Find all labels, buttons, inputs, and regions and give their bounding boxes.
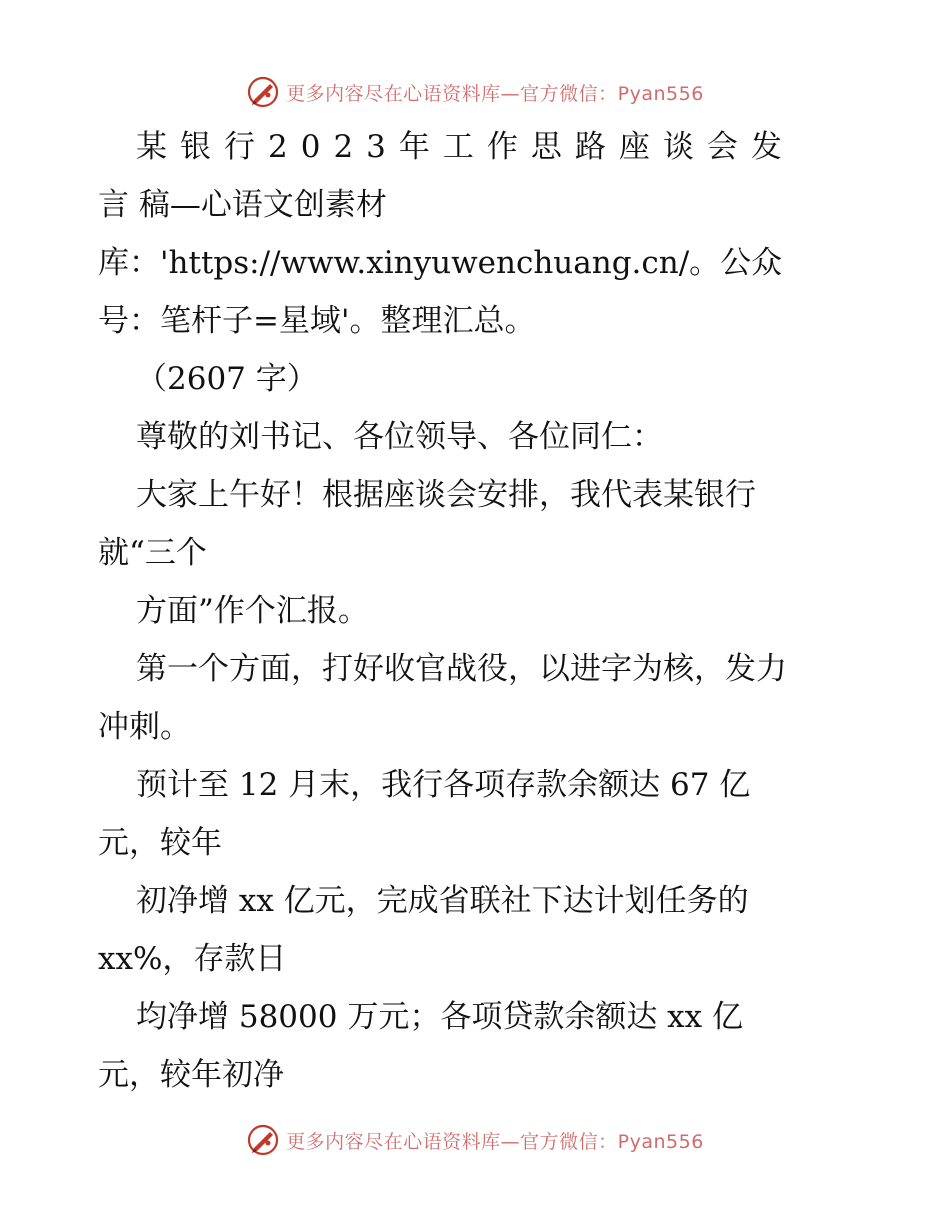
paragraph-line: 元，较年 (98, 825, 222, 861)
word-count: （2607 字） (136, 361, 318, 397)
footer-watermark (0, 1118, 950, 1162)
document-body (98, 118, 858, 1104)
paragraph-line: 元，较年初净 (98, 1057, 284, 1093)
paragraph-line: 冲刺。 (98, 709, 191, 745)
paragraph-line: 第一个方面，打好收官战役，以进字为核，发力 (136, 651, 787, 687)
paragraph-line: 就“三个 (98, 535, 207, 571)
salutation: 尊敬的刘书记、各位领导、各位同仁： (136, 419, 663, 455)
source-line-2: 号：笔杆子=星域'。整理汇总。 (98, 303, 536, 339)
title-line-1: 某银行2023年工作思路座谈会发 (136, 129, 795, 165)
paragraph-line: 预计至 12 月末，我行各项存款余额达 67 亿 (136, 767, 751, 803)
title-line-2: 言 稿—心语文创素材 (98, 187, 387, 223)
paragraph-line: 均净增 58000 万元；各项贷款余额达 xx 亿 (136, 999, 743, 1035)
watermark-text: 更多内容尽在心语资料库—官方微信：Pyan556 (286, 82, 704, 105)
paragraph-line: xx%，存款日 (98, 941, 287, 977)
paragraph-line: 大家上午好！根据座谈会安排，我代表某银行 (136, 477, 756, 513)
pen-logo-icon (246, 75, 280, 109)
header-watermark (0, 70, 950, 114)
watermark-text: 更多内容尽在心语资料库—官方微信：Pyan556 (286, 1130, 704, 1153)
paragraph-line: 方面”作个汇报。 (136, 593, 369, 629)
source-line-1: 库：'https://www.xinyuwenchuang.cn/。公众 (98, 245, 783, 281)
pen-logo-icon (246, 1123, 280, 1157)
paragraph-line: 初净增 xx 亿元，完成省联社下达计划任务的 (136, 883, 749, 919)
